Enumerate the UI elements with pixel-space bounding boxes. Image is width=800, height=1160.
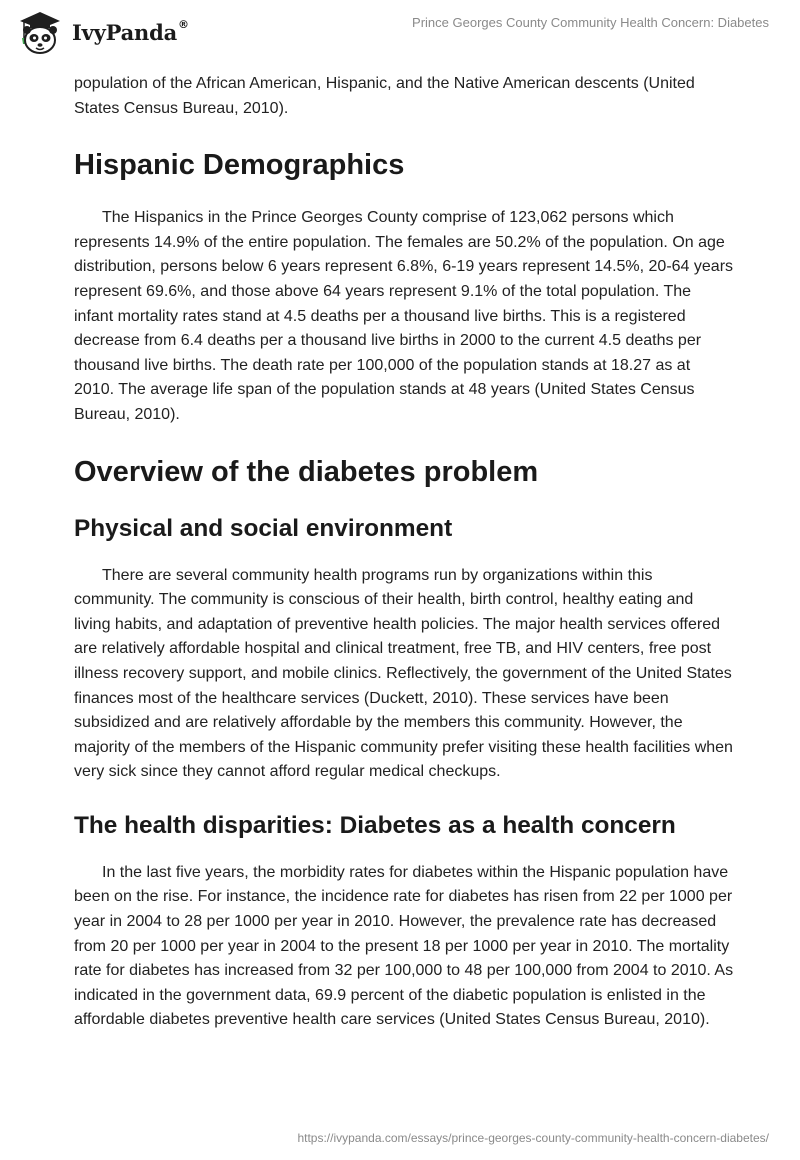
subheading-physical-social-environment: Physical and social environment [74,514,453,542]
section-heading-hispanic-demographics: Hispanic Demographics [74,149,405,182]
brand-name: IvyPanda® [72,17,189,45]
hispanic-demographics-paragraph: The Hispanics in the Prince Georges County comprise of 123,062 persons which represents 14.9% of the entire population. The females are 50.2% of the population. On age distribution, persons below 6 years represent 6.8%, 6-19 years represent 14.5%, 20-64 years represent 69.6%, and those above 64 years represent 9.1% of the total population. The infant mortality rates stand at 4.5 deaths per a thousand live births. This is a registered decrease from 6.4 deaths per a thousand live births in 2000 to the current 4.5 deaths per thousand live births. The death rate per 100,000 of the population stands at 18.27 as at 2010. The average life span of the population stands at 48 years (United States Census Bureau, 2010). [74,209,734,423]
ivypanda-logo[interactable] [14,8,189,56]
document-title: Prince Georges County Community Health Concern: Diabetes [412,15,769,30]
essay-content [74,72,734,1033]
subheading-health-disparities: The health disparities: Diabetes as a health concern [74,811,676,839]
health-disparities-paragraph: In the last five years, the morbidity rates for diabetes within the Hispanic population have been on the rise. For instance, the incidence rate for diabetes has risen from 22 per 1000 per year in 2004 to 28 per 1000 per year in 2010. However, the prevalence rate has decreased from 20 per 1000 per year in 2004 to the present 18 per 1000 per year in 2010. The mortality rate for diabetes has increased from 32 per 100,000 to 48 per 100,000 from 2004 to 2010. As indicated in the government data, 69.9 percent of the diabetic population is enlisted in the affordable diabetes preventive health care services (United States Census Bureau, 2010). [74,863,734,1029]
source-url[interactable]: https://ivypanda.com/essays/prince-georges-county-community-health-concern-diabetes/ [297,1131,769,1145]
registered-mark: ® [178,17,189,31]
panda-graduate-icon [14,8,66,56]
section-heading-diabetes-overview: Overview of the diabetes problem [74,455,539,488]
intro-paragraph: population of the African American, Hispanic, and the Native American descents (United States Census Bureau, 2010). [74,75,695,117]
physical-social-environment-paragraph: There are several community health programs run by organizations within this community. The community is conscious of their health, birth control, healthy eating and living habits, and adaptation of preventive health policies. The major health services offered are relatively affordable hospital and clinical treatment, free TB, and HIV centers, free post illness recovery support, and mobile clinics. Reflectively, the government of the United States finances most of the healthcare services (Duckett, 2010). These services have been subsidized and are relatively affordable by the members this community. However, the majority of the members of the Hispanic community prefer visiting these health facilities when very sick since they cannot afford regular medical checkups. [74,566,733,781]
page-header [0,0,800,66]
